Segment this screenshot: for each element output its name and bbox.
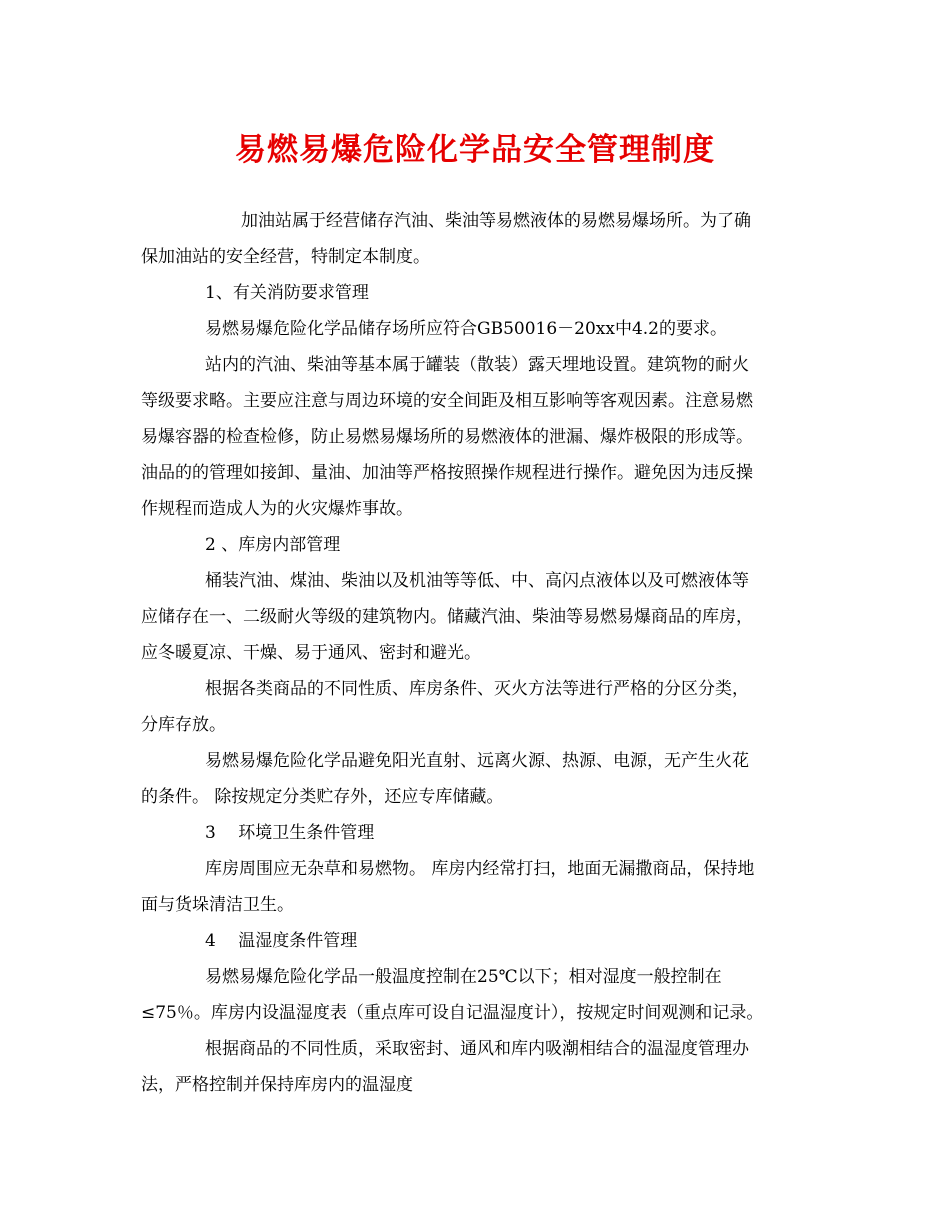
text-line: 根据各类商品的不同性质、库房条件、灭火方法等进行严格的分区分类， [205, 679, 749, 699]
text-line: 法，严格控制并保持库房内的温湿度 [141, 1075, 413, 1095]
text-line: 4 温湿度条件管理 [205, 931, 358, 951]
text-line: 桶装汽油、煤油、柴油以及机油等等低、中、高闪点液体以及可燃液体等 [205, 571, 749, 591]
text-line: 1、有关消防要求管理 [205, 283, 369, 303]
text-line: 加油站属于经营储存汽油、柴油等易燃液体的易燃易爆场所。为了确 [241, 211, 751, 231]
text-line: 易燃易爆危险化学品一般温度控制在25℃以下；相对湿度一般控制在 [205, 967, 722, 987]
text-line: 根据商品的不同性质，采取密封、通风和库内吸潮相结合的温湿度管理办 [205, 1039, 749, 1059]
text-line: 3 环境卫生条件管理 [205, 823, 375, 843]
text-line: 应冬暖夏凉、干燥、易于通风、密封和避光。 [141, 643, 481, 663]
text-line: ≤75％。库房内设温湿度表（重点库可设自记温湿度计），按规定时间观测和记录。 [141, 1003, 764, 1023]
text-line: 易爆容器的检查检修，防止易燃易爆场所的易燃液体的泄漏、爆炸极限的形成等。 [141, 427, 753, 447]
text-line: 油品的的管理如接卸、量油、加油等严格按照操作规程进行操作。避免因为违反操 [141, 463, 753, 483]
text-line: 等级要求略。主要应注意与周边环境的安全间距及相互影响等客观因素。注意易燃 [141, 391, 753, 411]
text-line: 的条件。 除按规定分类贮存外，还应专库储藏。 [141, 787, 504, 807]
text-line: 面与货垛清洁卫生。 [141, 895, 294, 915]
text-line: 作规程而造成人为的火灾爆炸事故。 [141, 499, 413, 519]
text-line: 易燃易爆危险化学品避免阳光直射、远离火源、热源、电源，无产生火花 [205, 751, 749, 771]
text-line: 保加油站的安全经营，特制定本制度。 [141, 247, 430, 267]
document-body [141, 203, 821, 1103]
text-line: 库房周围应无杂草和易燃物。 库房内经常打扫，地面无漏撒商品，保持地 [205, 859, 755, 879]
text-line: 应储存在一、二级耐火等级的建筑物内。储藏汽油、柴油等易燃易爆商品的库房， [141, 607, 753, 627]
text-line: 分库存放。 [141, 715, 226, 735]
text-line: 2 、库房内部管理 [205, 535, 341, 555]
text-line: 易燃易爆危险化学品储存场所应符合GB50016－20xx中4.2的要求。 [205, 319, 727, 339]
document-title: 易燃易爆危险化学品安全管理制度 [235, 132, 715, 168]
text-line: 站内的汽油、柴油等基本属于罐装（散装）露天埋地设置。建筑物的耐火 [205, 355, 749, 375]
